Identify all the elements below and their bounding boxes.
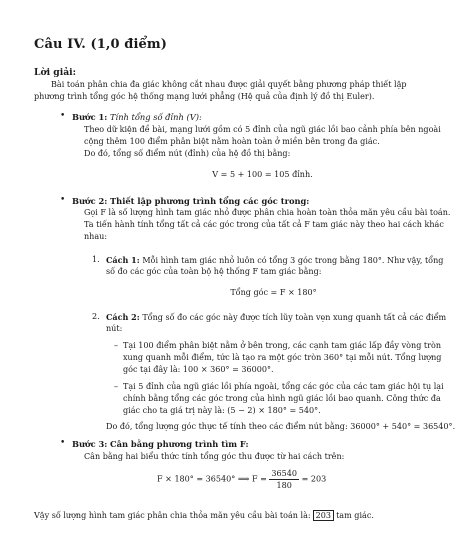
step3-heading [72,439,249,449]
step3-fraction [269,469,299,490]
step1-line-1: Theo dữ kiện đề bài, mạng lưới gồm có 5 đỉnh của ngũ giác lồi bao cảnh phía bên ngoài [84,125,441,134]
sub1-line-1: Tại 100 điểm phân biệt nằm ở bên trong, các cạnh tam giác lấp đầy vòng tròn [123,341,442,350]
step2-line-3: nhau: [84,232,108,241]
step3-title: Cân bằng phương trình tìm F: [110,439,249,449]
way2-line-1 [106,311,446,324]
step3-formula-left: F × 180° = 36540° ⟹ F = [157,474,267,484]
sub1-line-2: xung quanh mỗi điểm, tức là tạo ra một góc tròn 360° tại mỗi nút. Tổng lượng [123,353,442,362]
step3-formula [157,469,326,490]
way1-label: Cách 1: [106,255,140,265]
solution-label: Lời giải: [34,67,77,78]
step1-bullet: • [60,111,66,121]
fraction-denominator: 180 [276,481,292,490]
step3-bullet: • [60,438,66,448]
sub1-dash: – [114,341,119,350]
way2-label: Cách 2: [106,312,140,322]
step2-title: Thiết lập phương trình tổng các góc trong: [110,196,310,206]
fraction-numerator: 36540 [271,469,298,478]
conclusion-tail: tam giác. [336,511,374,520]
sub2-line-1: Tại 5 đỉnh của ngũ giác lồi phía ngoài, tổng các góc của các tam giác hội tụ lại [123,382,444,391]
intro-line-1: Bài toán phân chia đa giác không cắt nhau được giải quyết bằng phương pháp thiết lập [51,80,407,89]
step1-heading [72,112,202,122]
step2-line-1: Gọi F là số lượng hình tam giác nhỏ được phân chia hoàn toàn thỏa mãn yêu cầu bài toán. [84,208,451,217]
way2-line-2: nút: [106,324,123,333]
intro-line-2: phương trình tổng góc hệ thống mạng lưới phẳng (Hệ quả của định lý đồ thị Euler). [34,92,375,101]
step1-title: Tính tổng số đỉnh (V): [110,112,202,122]
way2-number: 2. [92,312,100,321]
conclusion [34,510,374,522]
sub1-line-3: góc tại đây là: 100 × 360° = 36000°. [123,365,274,374]
step2-label: Bước 2: [72,196,108,206]
step3-formula-right: = 203 [301,474,327,484]
way1-number: 1. [92,255,100,264]
way1-line-2: số đo các góc của toàn bộ hệ thống F tam giác bằng: [106,267,322,276]
conclusion-text: Vậy số lượng hình tam giác phân chia thỏa mãn yêu cầu bài toán là: [34,511,311,520]
answer-box: 203 [313,510,333,521]
step2-heading [72,196,309,206]
step3-label: Bước 3: [72,439,108,449]
way1-formula: Tổng góc = F × 180° [230,288,317,297]
way2-total: Do đó, tổng lượng góc thực tế tính theo các điểm nút bằng: 36000° + 540° = 36540°. [106,422,456,431]
way2-text-1: Tổng số đo các góc này được tích lũy toàn vẹn xung quanh tất cả các điểm [142,313,447,322]
step1-line-2: cộng thêm 100 điểm phân biệt nằm hoàn toàn ở miền bên trong đa giác. [84,137,380,146]
step1-label: Bước 1: [72,112,108,122]
sub2-line-3: giác cho ta giá trị này là: (5 − 2) × 180° = 540°. [123,406,321,415]
sub2-line-2: chính bằng tổng các góc trong của hình ngũ giác lồi bao quanh. Công thức đa [123,394,441,403]
step3-line: Cân bằng hai biểu thức tính tổng góc thu được từ hai cách trên: [84,452,345,461]
sub2-dash: – [114,382,119,391]
way1-text-1: Mỗi hình tam giác nhỏ luôn có tổng 3 góc trong bằng 180°. Như vậy, tổng [142,256,444,265]
step2-line-2: Ta tiến hành tính tổng tất cả các góc trong của tất cả F tam giác này theo hai cách khác [84,220,444,229]
step1-formula: V = 5 + 100 = 105 đỉnh. [212,170,313,179]
step2-bullet: • [60,195,66,205]
question-heading: Câu IV. (1,0 điểm) [34,37,167,52]
step1-line-3: Do đó, tổng số điểm nút (đỉnh) của hệ đồ thị bằng: [84,149,291,158]
